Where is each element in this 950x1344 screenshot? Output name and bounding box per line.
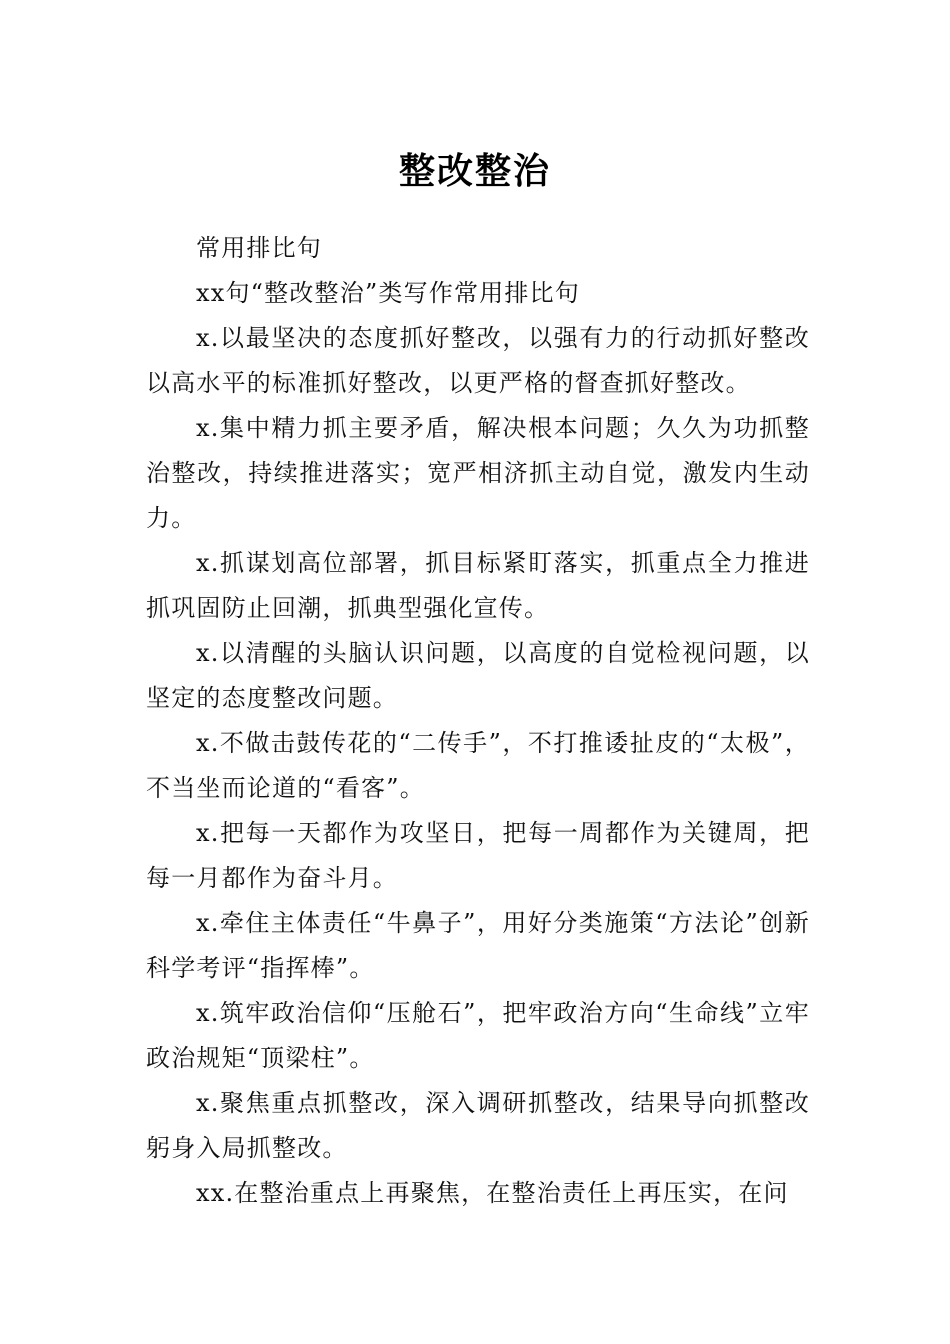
paragraph: x.把每一天都作为攻坚日，把每一周都作为关键周，把每一月都作为奋斗月。 — [146, 819, 810, 892]
paragraph: x.牵住主体责任“牛鼻子”，用好分类施策“方法论”创新科学考评“指挥棒”。 — [146, 909, 810, 982]
paragraph: x.以清醒的头脑认识问题，以高度的自觉检视问题，以坚定的态度整改问题。 — [146, 639, 810, 712]
paragraph: x.集中精力抓主要矛盾，解决根本问题；久久为功抓整治整改，持续推进落实；宽严相济抓主动自觉，激发内生动力。 — [146, 414, 810, 532]
paragraph: x.不做击鼓传花的“二传手”，不打推诿扯皮的“太极”，不当坐而论道的“看客”。 — [146, 729, 810, 802]
paragraph: x.抓谋划高位部署，抓目标紧盯落实，抓重点全力推进抓巩固防止回潮，抓典型强化宣传。 — [146, 549, 810, 622]
paragraph: x.聚焦重点抓整改，深入调研抓整改，结果导向抓整改躬身入局抓整改。 — [146, 1089, 810, 1162]
document-title: 整改整治 — [398, 151, 551, 192]
paragraph: x.以最坚决的态度抓好整改，以强有力的行动抓好整改以高水平的标准抓好整改，以更严格的督查抓好整改。 — [146, 324, 810, 397]
paragraph: xx.在整治重点上再聚焦，在整治责任上再压实，在问 — [196, 1179, 789, 1207]
paragraph: x.筑牢政治信仰“压舱石”，把牢政治方向“生命线”立牢政治规矩“顶梁柱”。 — [146, 999, 810, 1072]
document-body — [146, 226, 810, 1216]
paragraph: xx句“整改整治”类写作常用排比句 — [196, 279, 581, 307]
paragraph: 常用排比句 — [196, 234, 322, 262]
